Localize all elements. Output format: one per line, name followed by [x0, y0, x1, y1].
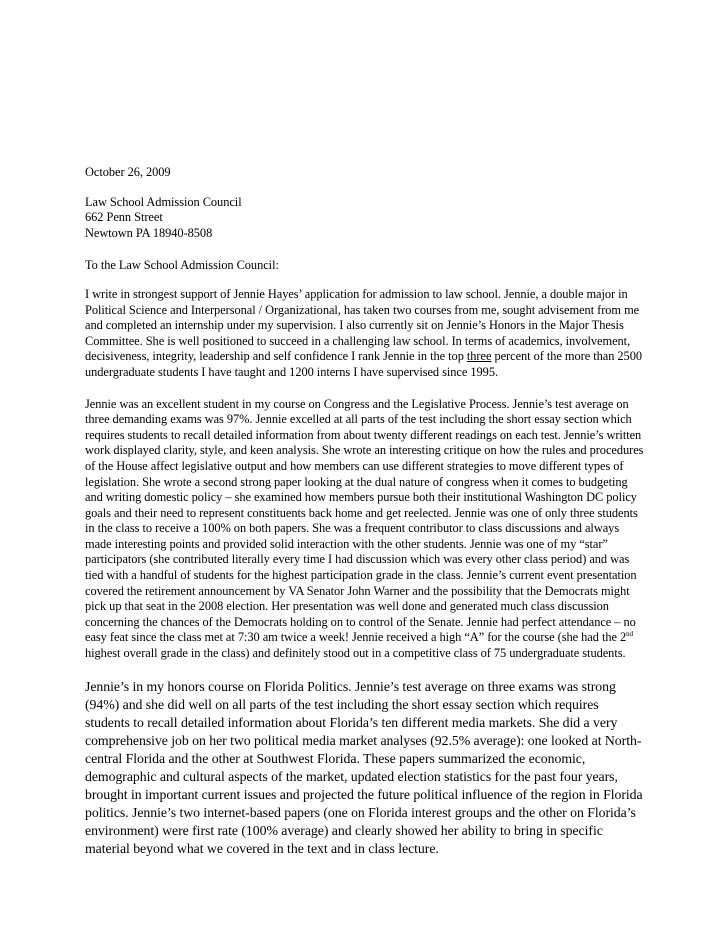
paragraph-congress-text-a: Jennie was an excellent student in my course on Congress and the Legislative Process. Jennie’s test average on three demanding exams was 97%. Jennie excelled at all parts of the test including the short essay section which requires students to recall detailed information from about twenty different readings on each test. Jennie’s written work displayed clarity, style, and keen analysis. She wrote an interesting critique on how the rules and procedures of the House affect legislative output and how members can use different strategies to move different types of legislation. She wrote a second strong paper looking at the dual nature of congress when it comes to budgeting and writing domestic policy – she examined how members pursue both their institutional Washington DC policy goals and their need to represent constituents back home and get reelected. Jennie was one of only three students in the class to receive a 100% on both papers. She was a frequent contributor to class discussions and always made interesting points and provided solid interaction with the other students. Jennie was one of my “star” participators (she contributed literally every time I had discussion which was every other class period) and was tied with a handful of students for the highest participation grade in the class. Jennie’s current event presentation covered the retirement announcement by VA Senator John Warner and the possibility that the Democrats might pick up that seat in the 2008 election. Her presentation was well done and generated much class discussion concerning the chances of the Democrats holding on to control of the Senate. Jennie had perfect attendance – no easy feat since the class met at 7:30 am twice a week! Jennie received a high “A” for the course (she had the 2 — [85, 396, 644, 645]
paragraph-congress-text-b: highest overall grade in the class) and definitely stood out in a competitive class of 75 undergraduate students. — [85, 646, 626, 661]
paragraph-introduction — [85, 287, 645, 381]
paragraph-introduction-text-b: percent of the more than 2500 undergraduate students I have taught and 1200 interns I have supervised since 1995. — [85, 349, 642, 379]
paragraph-florida-politics: Jennie’s in my honors course on Florida Politics. Jennie’s test average on three exams was strong (94%) and she did well on all parts of the test including the short essay section which requires students to recall detailed information about Florida’s ten different media markets. She did a very comprehensive job on her two political media market analyses (92.5% average): one looked at North-central Florida and the other at Southwest Florida. These papers summarized the economic, demographic and cultural aspects of the market, updated election statistics for the past four years, brought in important current issues and projected the future political influence of the region in Florida politics. Jennie’s two internet-based papers (one on Florida interest groups and the other on Florida’s environment) were first rate (100% average) and clearly showed her ability to bring in specific material beyond what we covered in the text and in class lecture. — [85, 678, 643, 856]
address-line-city: Newtown PA 18940-8508 — [85, 225, 213, 240]
letter-page — [85, 165, 645, 858]
emphasis-underlined-three: three — [466, 349, 492, 364]
recipient-address — [85, 195, 645, 242]
salutation: To the Law School Admission Council: — [85, 258, 279, 273]
paragraph-congress-course — [85, 397, 645, 662]
ordinal-superscript: nd — [626, 630, 634, 639]
address-line-street: 662 Penn Street — [85, 210, 163, 225]
address-line-organization: Law School Admission Council — [85, 194, 242, 209]
paragraph-introduction-text-a: I write in strongest support of Jennie Hayes’ application for admission to law school. Jennie, a double major in Political Science and Interpersonal / Organizational, has taken two courses from me, sought advisement from me and completed an internship under my supervision. I also currently sit on Jennie’s Honors in the Major Thesis Committee. She is well positioned to succeed in a challenging law school. In terms of academics, involvement, decisiveness, integrity, leadership and self confidence I rank Jennie in the top — [85, 286, 640, 364]
letter-date: October 26, 2009 — [85, 165, 171, 179]
